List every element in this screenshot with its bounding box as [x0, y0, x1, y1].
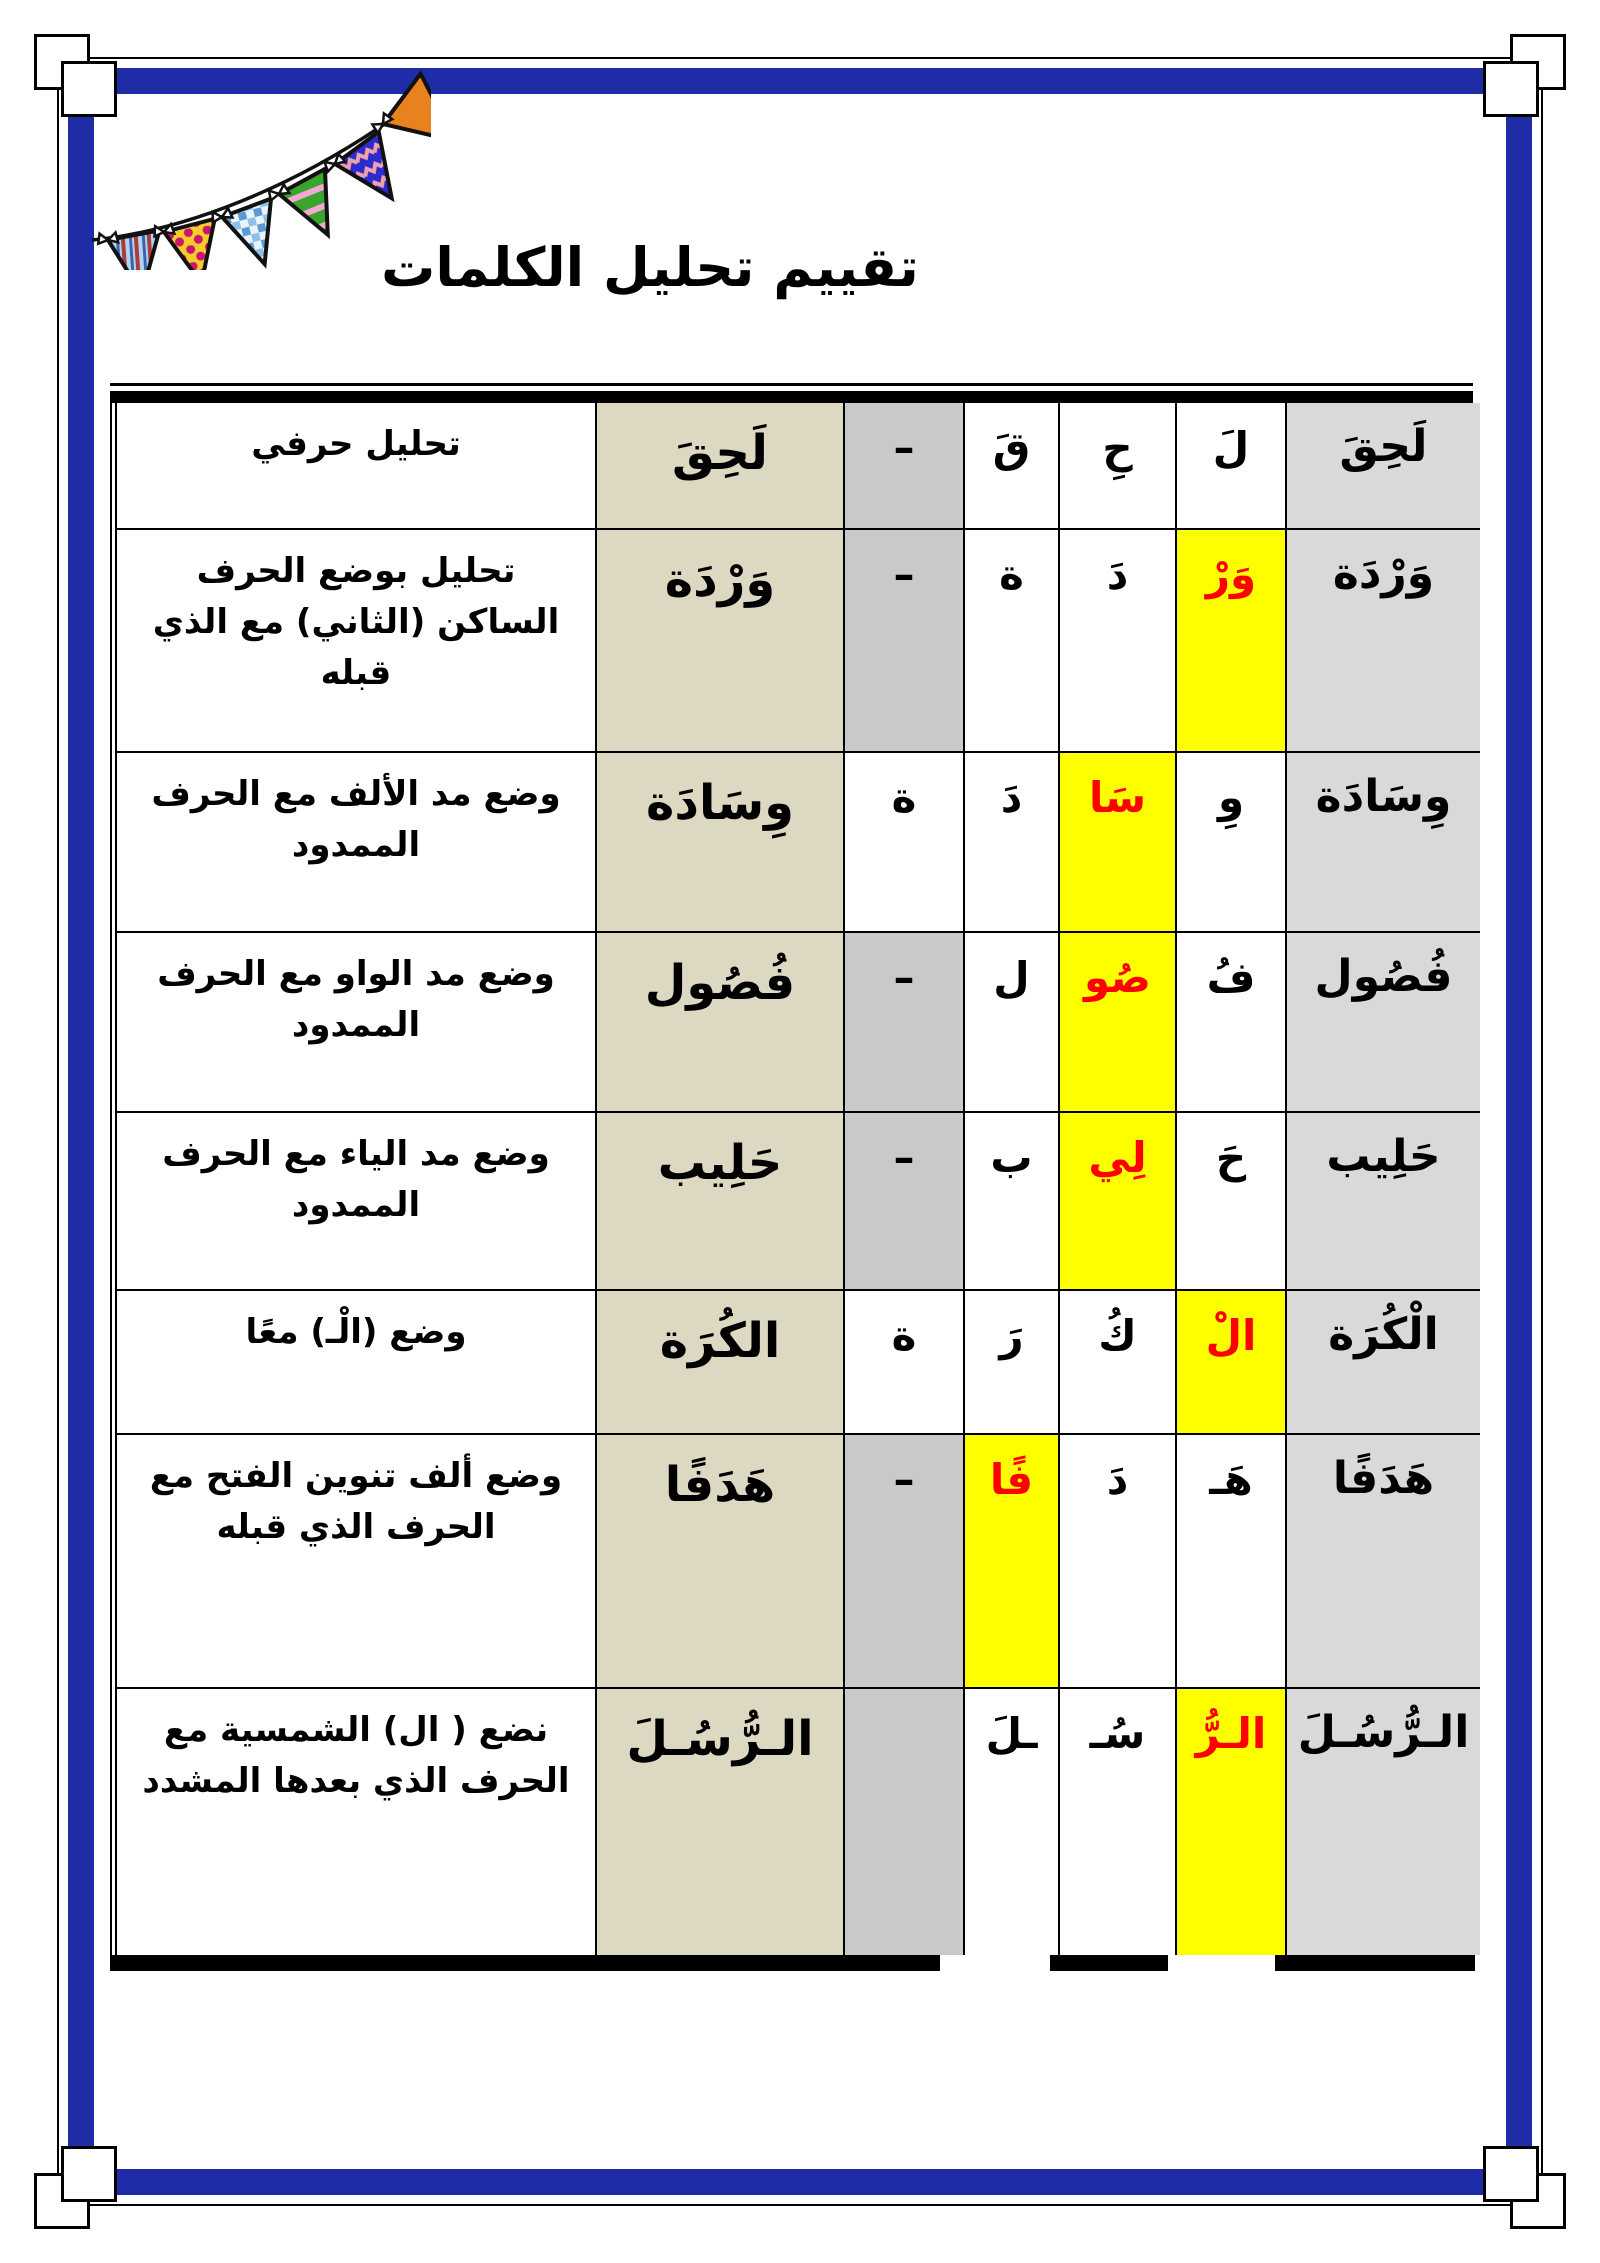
table-bottom-border-segment — [1050, 1955, 1168, 1971]
cell-word-segment: ة — [965, 530, 1060, 753]
cell-word-segment: ل — [965, 933, 1060, 1113]
cell-source-word: الْكُرَة — [1287, 1291, 1480, 1435]
cell-skill-description: تحليل حرفي — [117, 403, 597, 530]
cell-analyzed-word: وَرْدَة — [597, 530, 845, 753]
blue-zigzag-pennant-icon — [323, 131, 411, 219]
cell-word-segment: حِ — [1060, 403, 1177, 530]
cell-analyzed-word: هَدَفًا — [597, 1435, 845, 1689]
cell-word-segment: ب — [965, 1113, 1060, 1291]
page-title: تقييم تحليل الكلمات — [381, 236, 919, 299]
cell-word-segment: – — [845, 1113, 965, 1291]
cell-analyzed-word: وِسَادَة — [597, 753, 845, 933]
cell-source-word: حَلِيب — [1287, 1113, 1480, 1291]
cell-skill-description: وضع مد الياء مع الحرف الممدود — [117, 1113, 597, 1291]
cell-word-segment: هَـ — [1177, 1435, 1287, 1689]
cell-analyzed-word: فُصُول — [597, 933, 845, 1113]
cell-analyzed-word: لَحِقَ — [597, 403, 845, 530]
cell-word-segment: وَرْ — [1177, 530, 1287, 753]
cell-word-segment: – — [845, 1435, 965, 1689]
table-bottom-border-segment — [1275, 1955, 1475, 1971]
cell-word-segment: ـلَ — [965, 1689, 1060, 1955]
cell-skill-description: وضع مد الواو مع الحرف الممدود — [117, 933, 597, 1113]
cell-skill-description: وضع ألف تنوين الفتح مع الحرف الذي قبله — [117, 1435, 597, 1689]
cell-source-word: وِسَادَة — [1287, 753, 1480, 933]
cell-word-segment: ة — [845, 753, 965, 933]
cell-word-segment: حَ — [1177, 1113, 1287, 1291]
cell-word-segment: صُو — [1060, 933, 1177, 1113]
cell-word-segment: لِي — [1060, 1113, 1177, 1291]
table-bottom-border-segment — [110, 1955, 940, 1971]
cell-word-segment: رَ — [965, 1291, 1060, 1435]
cell-word-segment: الْ — [1177, 1291, 1287, 1435]
cell-word-segment: سُـ — [1060, 1689, 1177, 1955]
cell-word-segment: كُ — [1060, 1291, 1177, 1435]
cell-source-word: لَحِقَ — [1287, 403, 1480, 530]
cell-source-word: وَرْدَة — [1287, 530, 1480, 753]
cell-analyzed-word: الـرُّسُـلَ — [597, 1689, 845, 1955]
word-analysis-grid — [110, 403, 1473, 1955]
cell-word-segment: وِ — [1177, 753, 1287, 933]
cell-word-segment: سَا — [1060, 753, 1177, 933]
corner-ornament — [1462, 2125, 1566, 2229]
cell-word-segment: دَ — [1060, 530, 1177, 753]
cell-skill-description: وضع (الْـ) معًا — [117, 1291, 597, 1435]
cell-source-word: الـرُّسُـلَ — [1287, 1689, 1480, 1955]
cell-analyzed-word: حَلِيب — [597, 1113, 845, 1291]
table-top-border-thick — [110, 391, 1473, 403]
cell-source-word: هَدَفًا — [1287, 1435, 1480, 1689]
word-analysis-table — [110, 383, 1473, 1955]
cell-word-segment: لَ — [1177, 403, 1287, 530]
cell-skill-description: نضع ( ال) الشمسية مع الحرف الذي بعدها المشدد — [117, 1689, 597, 1955]
cell-skill-description: تحليل بوضع الحرف الساكن (الثاني) مع الذي قبله — [117, 530, 597, 753]
cell-word-segment: الـرُّ — [1177, 1689, 1287, 1955]
cell-word-segment: قَ — [965, 403, 1060, 530]
cell-word-segment: – — [845, 530, 965, 753]
cell-source-word: فُصُول — [1287, 933, 1480, 1113]
cell-word-segment: ة — [845, 1291, 965, 1435]
cell-word-segment — [845, 1689, 965, 1955]
cell-analyzed-word: الكُرَة — [597, 1291, 845, 1435]
corner-ornament — [1462, 34, 1566, 138]
cell-skill-description: وضع مد الألف مع الحرف الممدود — [117, 753, 597, 933]
cell-word-segment: – — [845, 403, 965, 530]
cell-word-segment: دَ — [965, 753, 1060, 933]
green-pink-striped-pennant-icon — [267, 168, 348, 250]
cell-word-segment: – — [845, 933, 965, 1113]
cell-word-segment: فًا — [965, 1435, 1060, 1689]
cell-word-segment: دَ — [1060, 1435, 1177, 1689]
corner-ornament — [34, 2125, 138, 2229]
table-top-border-thin — [110, 383, 1473, 386]
cell-word-segment: فُ — [1177, 933, 1287, 1113]
